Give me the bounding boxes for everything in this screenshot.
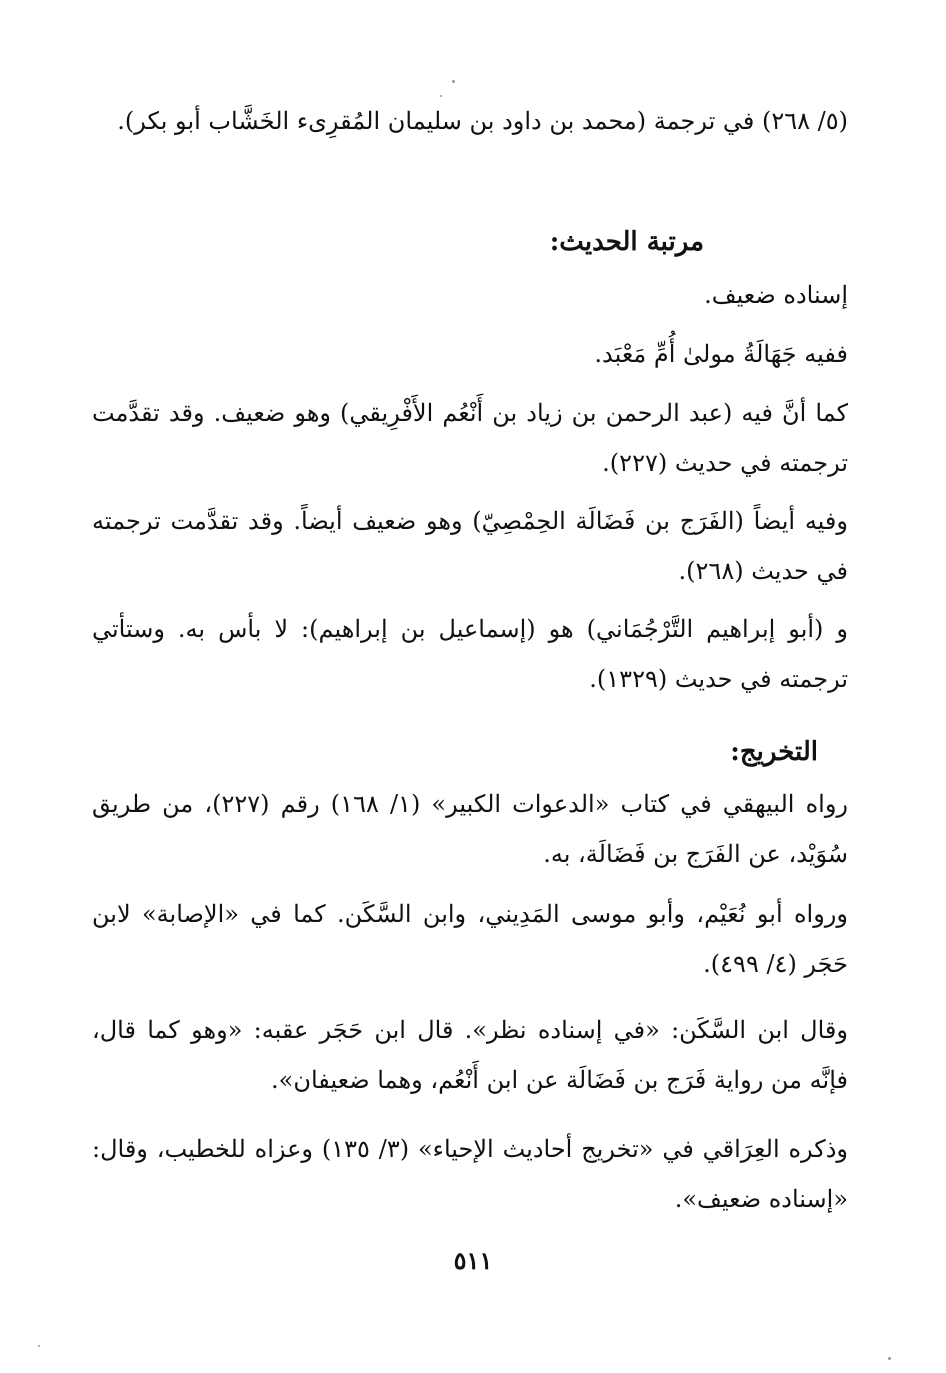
paragraph-biography-reference: (٥/ ٢٦٨) في ترجمة (محمد بن داود بن سليمان المُقرِىء الخَشَّاب أبو بكر). — [117, 107, 848, 135]
heading-takhrij: التخريج: — [730, 737, 818, 767]
paragraph-faraj-himsi: وفيه أيضاً (الفَرَج بن فَضَالَة الحِمْصِيّ) وهو ضعيف أيضاً. وقد تقدَّمت ترجمته في حديث (٢٦٨). — [92, 507, 848, 585]
page-number: ٥١١ — [453, 1246, 493, 1275]
paragraph-abdulrahman-afriqi: كما أنَّ فيه (عبد الرحمن بن زياد بن أَنْعُم الأَفْرِيقي) وهو ضعيف. وقد تقدَّمت ترجمته في حديث (٢٢٧). — [92, 399, 848, 477]
paragraph-abu-nuaym: ورواه أبو نُعَيْم، وأبو موسى المَدِيني، وابن السَّكَن. كما في «الإصابة» لابن حَجَر (٤/ ٤٩٩). — [92, 900, 848, 978]
paragraph-chain-weak: إسناده ضعيف. — [704, 281, 848, 309]
paragraph-unknown-narrator: ففيه جَهَالَةُ مولىٰ أُمِّ مَعْبَد. — [594, 340, 848, 368]
paragraph-abu-ibrahim-tarjumani: و (أبو إبراهيم التَّرْجُمَاني) هو (إسماعيل بن إبراهيم): لا بأس به. وستأتي ترجمته في حديث (١٣٢٩). — [92, 615, 848, 693]
scan-speck — [888, 1357, 891, 1360]
paragraph-bayhaqi: رواه البيهقي في كتاب «الدعوات الكبير» (١/ ١٦٨) رقم (٢٢٧)، من طريق سُوَيْد، عن الفَرَج بن فَضَالَة، به. — [92, 790, 849, 868]
scan-speck — [440, 95, 442, 97]
scan-speck — [38, 1345, 40, 1347]
scan-speck — [452, 80, 455, 83]
heading-hadith-rank: مرتبة الحديث: — [549, 227, 704, 257]
paragraph-ibn-sakan: وقال ابن السَّكَن: «في إسناده نظر». قال ابن حَجَر عقبه: «وهو كما قال، فإنَّه من رواية فَرَج بن فَضَالَة عن ابن أَنْعُم، وهما ضعيفان». — [92, 1016, 848, 1094]
paragraph-iraqi: وذكره العِرَاقي في «تخريج أحاديث الإحياء» (٣/ ١٣٥) وعزاه للخطيب، وقال: «إسناده ضعيف». — [92, 1135, 848, 1213]
